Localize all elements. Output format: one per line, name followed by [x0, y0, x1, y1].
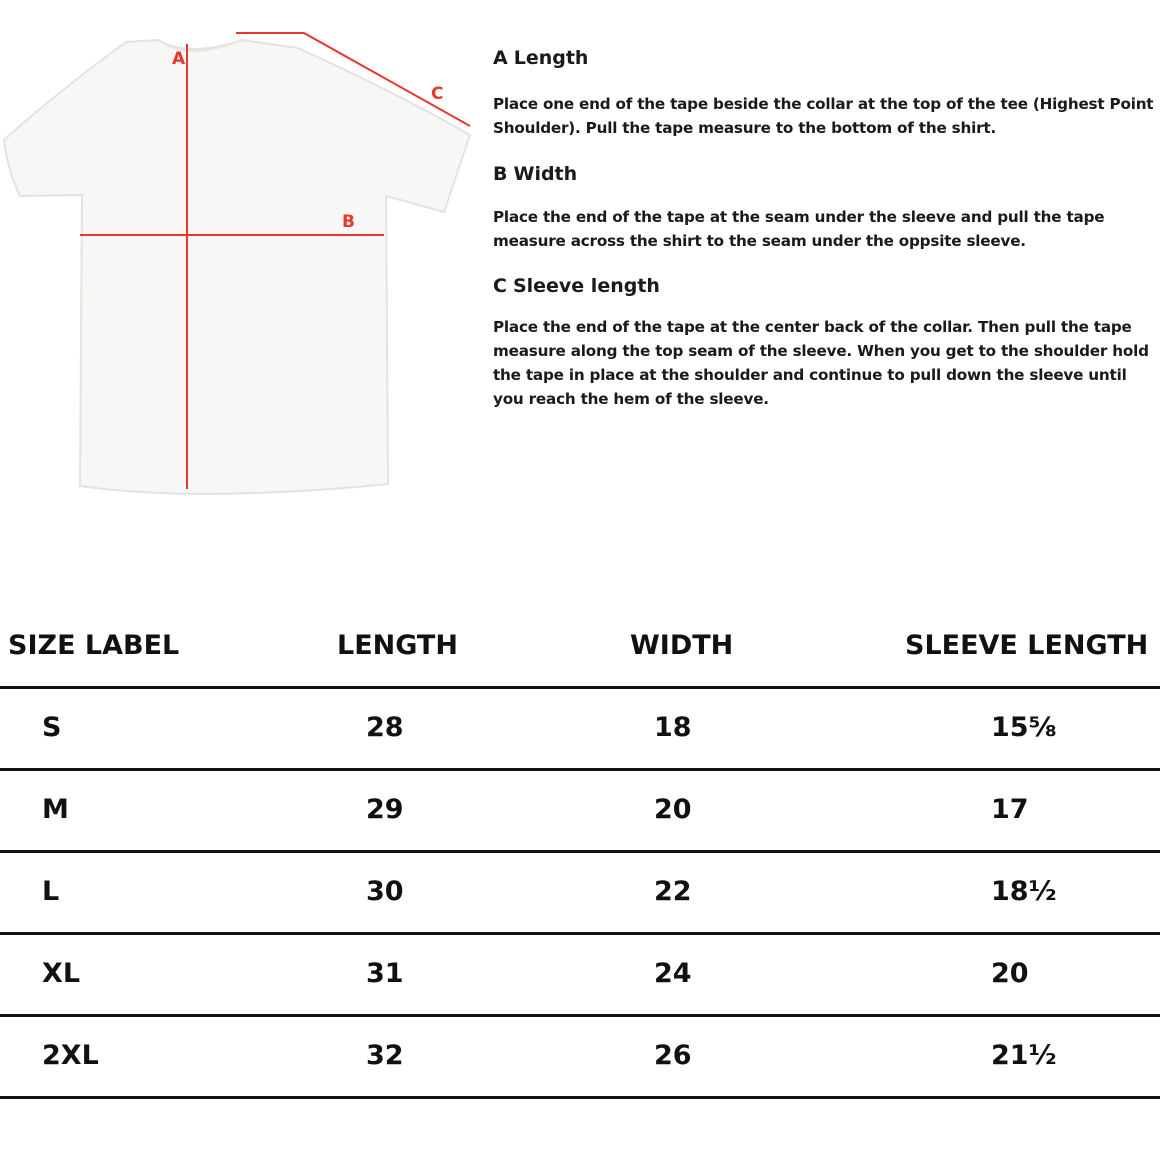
marker-b: B	[342, 212, 355, 232]
size-table	[0, 620, 1160, 1099]
table-row	[0, 853, 1160, 935]
tshirt-diagram	[0, 0, 480, 500]
cell-length: 31	[366, 958, 404, 989]
instruction-text-length: Place one end of the tape beside the collar at the top of the tee (Highest Point Shoulder). Pull the tape measure to the bottom of the shirt.	[493, 95, 1154, 137]
cell-width: 22	[654, 876, 692, 907]
cell-size: S	[42, 712, 62, 743]
instruction-text-width: Place the end of the tape at the seam under the sleeve and pull the tape measure across the shirt to the seam under the oppsite sleeve.	[493, 208, 1105, 250]
instruction-length-heading	[493, 44, 1158, 72]
cell-size: 2XL	[42, 1040, 99, 1071]
instruction-width-heading	[493, 160, 1158, 188]
instruction-letter-a: A	[493, 47, 508, 69]
header-sleeve-length: SLEEVE LENGTH	[905, 630, 1149, 661]
table-row	[0, 689, 1160, 771]
cell-width: 20	[654, 794, 692, 825]
instruction-length	[493, 44, 1158, 140]
instruction-title-width: Width	[513, 163, 578, 185]
table-row	[0, 1017, 1160, 1099]
instruction-title-length: Length	[513, 47, 589, 69]
instruction-letter-b: B	[493, 163, 508, 185]
tshirt-shape	[4, 40, 470, 494]
cell-sleeve-length: 20	[991, 958, 1029, 989]
marker-c: C	[431, 84, 444, 104]
cell-size: L	[42, 876, 60, 907]
cell-width: 24	[654, 958, 692, 989]
cell-sleeve-length: 17	[991, 794, 1029, 825]
cell-length: 29	[366, 794, 404, 825]
instruction-sleeve-heading	[493, 272, 1158, 300]
header-length: LENGTH	[337, 630, 458, 661]
cell-size: XL	[42, 958, 81, 989]
header-size-label: SIZE LABEL	[8, 630, 180, 661]
table-row	[0, 935, 1160, 1017]
cell-sleeve-length: 15⅝	[991, 712, 1057, 743]
cell-length: 30	[366, 876, 404, 907]
cell-length: 28	[366, 712, 404, 743]
cell-width: 26	[654, 1040, 692, 1071]
table-row	[0, 771, 1160, 853]
header-width: WIDTH	[630, 630, 734, 661]
marker-a: A	[172, 49, 186, 69]
instruction-letter-c: C	[493, 275, 507, 297]
cell-width: 18	[654, 712, 692, 743]
instruction-title-sleeve: Sleeve length	[512, 275, 660, 297]
cell-sleeve-length: 18½	[991, 876, 1057, 907]
cell-size: M	[42, 794, 69, 825]
instruction-sleeve-length	[493, 272, 1158, 411]
instruction-text-sleeve: Place the end of the tape at the center back of the collar. Then pull the tape measure along the top seam of the sleeve. When you get to the shoulder hold the tape in place at the shoulder and continue to pull down the sleeve until you reach the hem of the sleeve.	[493, 318, 1149, 408]
cell-length: 32	[366, 1040, 404, 1071]
measuring-instructions	[493, 44, 1158, 411]
instruction-width	[493, 160, 1158, 253]
table-header-row	[0, 620, 1160, 689]
cell-sleeve-length: 21½	[991, 1040, 1057, 1071]
